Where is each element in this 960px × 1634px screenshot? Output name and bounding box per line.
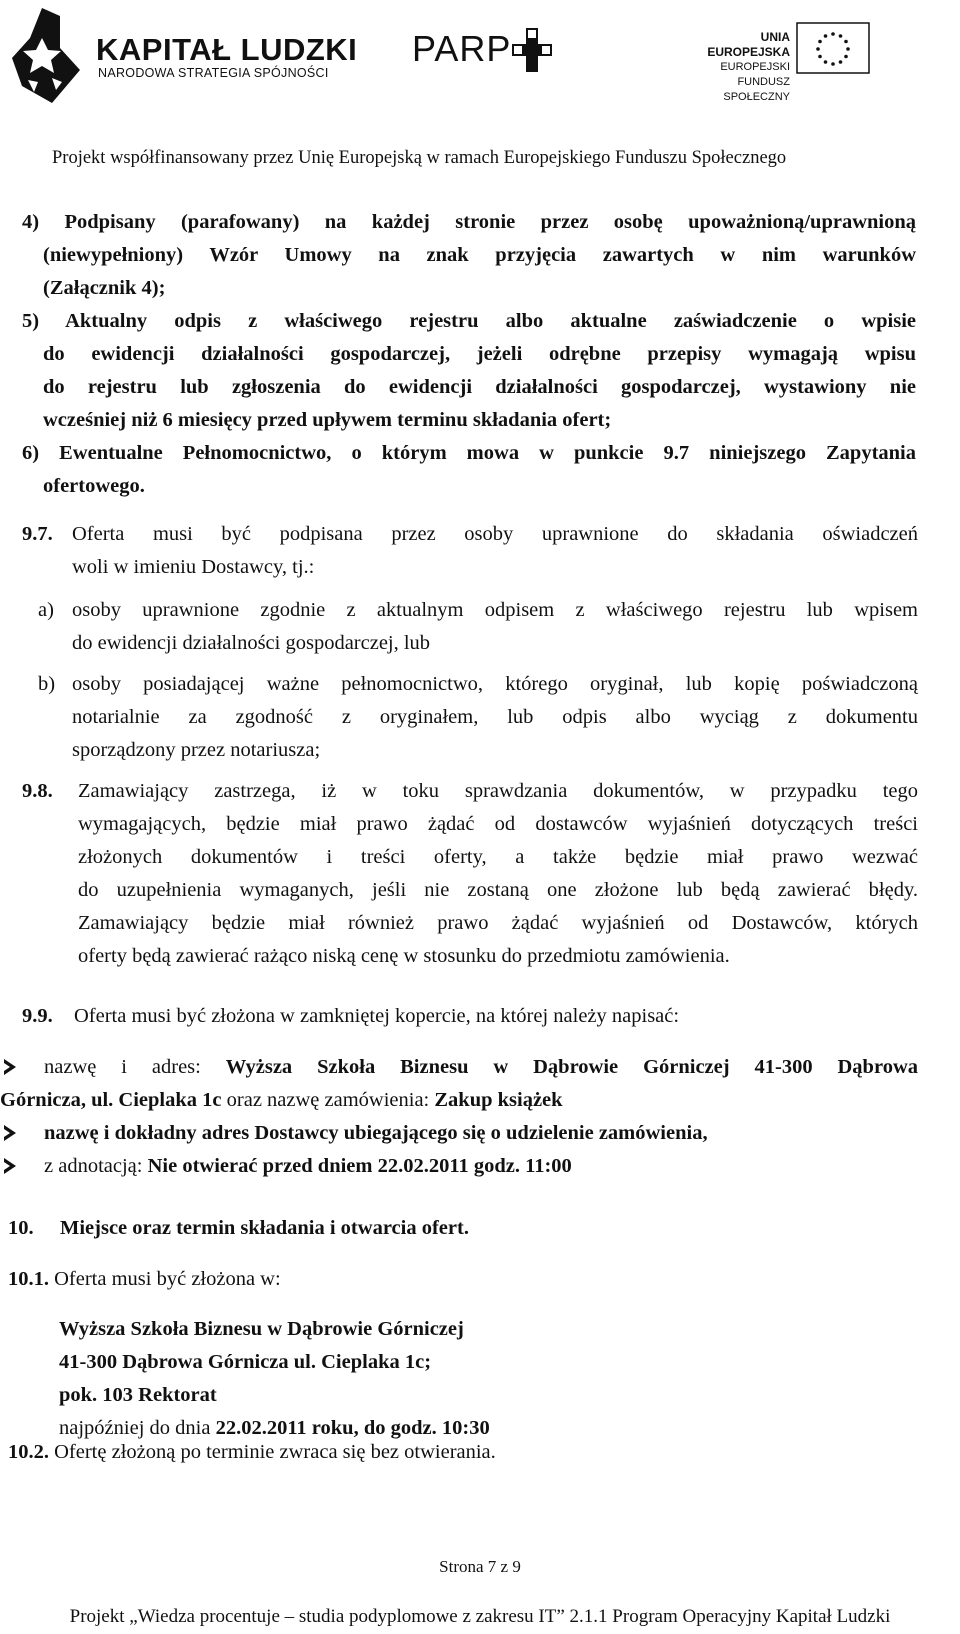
bullet1-order-name: Zakup książek <box>434 1089 563 1111</box>
cofinanced-note: Projekt współfinansowany przez Unię Europejską w ramach Europejskiego Funduszu Społecznego <box>52 148 787 168</box>
s97-a-marker: a) <box>38 599 54 621</box>
arrow-bullet-icon <box>4 1158 16 1174</box>
item5-line2: do ewidencji działalności gospodarczej, jeżeli odrębne przepisy wymagają wpisu <box>43 343 916 365</box>
section-10-2-number: 10.2. <box>8 1441 49 1463</box>
logo-kapital-ludzki-subtitle: NARODOWA STRATEGIA SPÓJNOŚCI <box>98 66 329 80</box>
logo-parp: PARP <box>412 28 512 69</box>
delivery-address <box>59 1313 490 1445</box>
bullet1-order-label: oraz nazwę zamówienia: <box>221 1089 435 1111</box>
bullet-item-address <box>0 1051 918 1117</box>
s97-a-line1: osoby uprawnione zgodnie z aktualnym odpisem z właściwego rejestru lub wpisem <box>72 599 918 621</box>
address-line3: pok. 103 Rektorat <box>59 1384 217 1406</box>
bullet1-label: nazwę i adres: <box>44 1056 201 1078</box>
s98-line3: złożonych dokumentów i treści oferty, a także będzie miał prawo wezwać <box>78 846 918 868</box>
section-10-title: Miejsce oraz termin składania i otwarcia ofert. <box>60 1217 469 1239</box>
item4-line3: (Załącznik 4); <box>43 277 166 299</box>
section-9-9-number: 9.9. <box>22 1005 53 1027</box>
section-10-number: 10. <box>8 1217 34 1239</box>
s98-line5: Zamawiający będzie miał również prawo żądać wyjaśnień od Dostawców, których <box>78 912 918 934</box>
s97-b-line3: sporządzony przez notariusza; <box>72 739 321 761</box>
s97-b-line1: osoby posiadającej ważne pełnomocnictwo, którego oryginał, lub kopię poświadczoną <box>72 673 918 695</box>
item5-line4: wcześniej niż 6 miesięcy przed upływem terminu składania ofert; <box>43 409 612 431</box>
section-10-1-number: 10.1. <box>8 1268 49 1290</box>
bullet3-date: Nie otwierać przed dniem 22.02.2011 godz. 11:00 <box>147 1155 572 1177</box>
list-item-4 <box>22 206 916 305</box>
address-line1: Wyższa Szkoła Biznesu w Dąbrowie Górniczej <box>59 1318 464 1340</box>
section-9-7-text <box>72 518 918 584</box>
bullet1-street: Górnicza, ul. Cieplaka 1c <box>0 1089 222 1111</box>
list-item-5 <box>22 305 916 437</box>
ue-line-3: FUNDUSZ SPOŁECZNY <box>723 76 790 103</box>
s97-b-text <box>72 668 918 767</box>
section-9-9-text: Oferta musi być złożona w zamkniętej kopercie, na której należy napisać: <box>74 1005 680 1027</box>
item6-line1: 6) Ewentualne Pełnomocnictwo, o którym mowa w punkcie 9.7 niniejszego Zapytania <box>22 442 916 464</box>
s97-b-line2: notarialnie za zgodność z oryginałem, lub odpis albo wyciąg z dokumentu <box>72 706 918 728</box>
section-10-2 <box>8 1436 496 1469</box>
header <box>0 0 960 180</box>
arrow-bullet-icon <box>4 1125 16 1141</box>
logo-ue-text <box>680 30 790 105</box>
page-number: Strona 7 z 9 <box>439 1557 521 1576</box>
kapital-ludzki-emblem-icon <box>12 8 80 103</box>
logo-kapital-ludzki-title: KAPITAŁ LUDZKI <box>96 32 358 67</box>
s98-line2: wymagających, będzie miał prawo żądać od dostawców wyjaśnień dotyczących treści <box>78 813 918 835</box>
footer-project: Projekt „Wiedza procentuje – studia podyplomowe z zakresu IT” 2.1.1 Program Operacyjny Kapitał Ludzki <box>69 1606 891 1627</box>
section-9-7-number: 9.7. <box>22 523 53 545</box>
deadline-date: 22.02.2011 roku <box>215 1417 354 1439</box>
bullet3-label: z adnotacją: <box>44 1155 148 1177</box>
bullet3-text <box>44 1150 918 1183</box>
bullet1-line1 <box>44 1051 918 1084</box>
s97-b-marker: b) <box>38 673 56 695</box>
eu-flag-icon <box>796 22 870 74</box>
bullet1-line2 <box>0 1084 918 1117</box>
item5-line1: 5) Aktualny odpis z właściwego rejestru albo aktualne zaświadczenie o wpisie <box>22 310 916 332</box>
section-9-8-number: 9.8. <box>22 780 53 802</box>
deadline-label: najpóźniej do dnia <box>59 1417 216 1439</box>
item5-line3: do rejestru lub zgłoszenia do ewidencji działalności gospodarczej, wystawiony nie <box>43 376 916 398</box>
section-9-8-text <box>78 775 918 973</box>
item4-line2: (niewypełniony) Wzór Umowy na znak przyjęcia zawartych w nim warunków <box>43 244 916 266</box>
s97-a-line2: do ewidencji działalności gospodarczej, lub <box>72 632 431 654</box>
bullet-item-annotation <box>0 1150 918 1183</box>
arrow-bullet-icon <box>4 1059 16 1075</box>
address-line2: 41-300 Dąbrowa Górnicza ul. Cieplaka 1c; <box>59 1351 432 1373</box>
s98-line4: do uzupełnienia wymaganych, jeśli nie zostaną one złożone lub będą zawierać błędy. <box>78 879 918 901</box>
item6-line2: ofertowego. <box>43 475 145 497</box>
section-10-1 <box>8 1263 281 1296</box>
list-item-6 <box>22 437 916 503</box>
ue-line-2: EUROPEJSKI <box>720 61 790 73</box>
bullet-item-contractor <box>0 1117 918 1150</box>
item4-line1: 4) Podpisany (parafowany) na każdej stronie przez osobę upoważnioną/uprawnioną <box>22 211 916 233</box>
bullet1-school: Wyższa Szkoła Biznesu w Dąbrowie Górniczej 41-300 Dąbrowa <box>225 1056 918 1078</box>
deadline-time: 10:30 <box>441 1417 490 1439</box>
s97-a-text <box>72 594 918 660</box>
deadline-sep: , do godz. <box>353 1417 442 1439</box>
s98-line6: oferty będą zawierać rażąco niską cenę w stosunku do przedmiotu zamówienia. <box>78 945 730 967</box>
parp-emblem-icon <box>512 28 552 72</box>
bullet2-text: nazwę i dokładny adres Dostawcy ubiegającego się o udzielenie zamówienia, <box>44 1122 708 1144</box>
ue-line-1: UNIA EUROPEJSKA <box>707 30 790 59</box>
s98-line1: Zamawiający zastrzega, iż w toku sprawdzania dokumentów, w przypadku tego <box>78 780 918 802</box>
s97-line2: woli w imieniu Dostawcy, tj.: <box>72 556 315 578</box>
s97-line1: Oferta musi być podpisana przez osoby uprawnione do składania oświadczeń <box>72 523 918 545</box>
section-10-2-text: Ofertę złożoną po terminie zwraca się bez otwierania. <box>49 1441 496 1463</box>
section-10-1-text: Oferta musi być złożona w: <box>49 1268 281 1290</box>
